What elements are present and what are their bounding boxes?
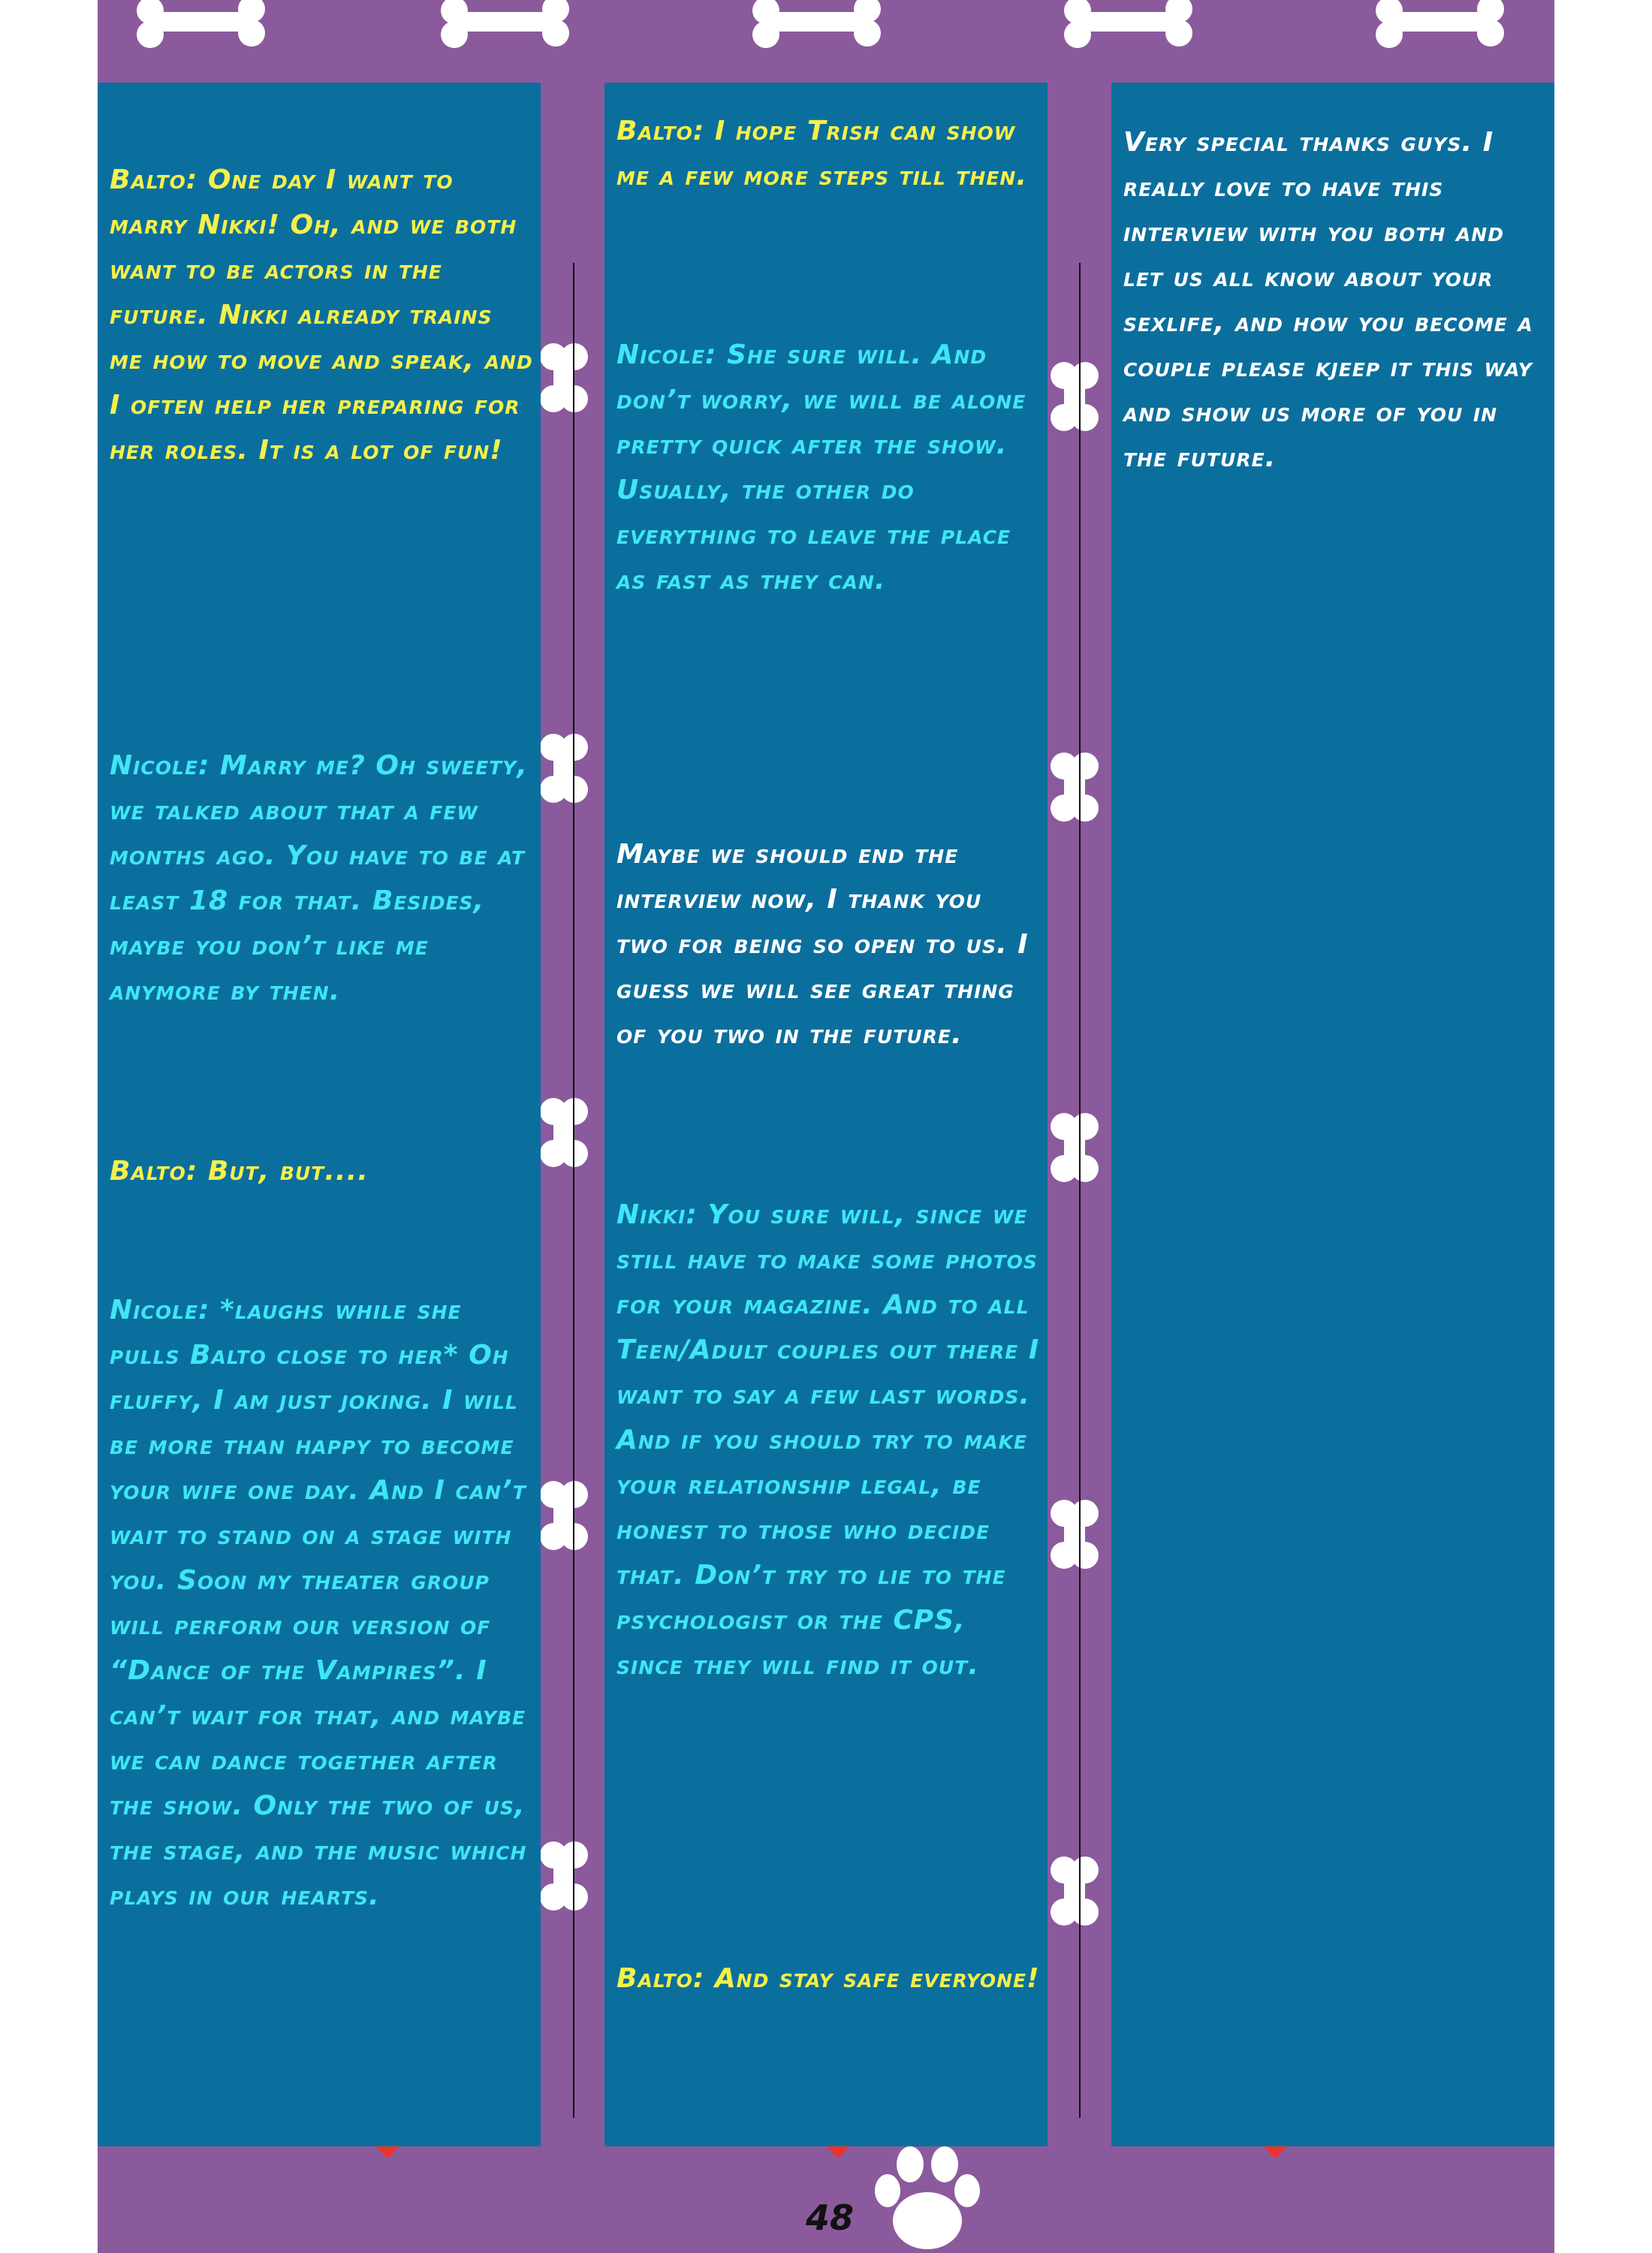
bone-icon (1048, 1855, 1100, 1926)
dialogue-balto: Balto: And stay safe everyone! (616, 1963, 1040, 1994)
bone-icon (751, 0, 882, 48)
bone-icon (135, 0, 267, 48)
column-divider (1079, 263, 1081, 2118)
page-number: 48 (805, 2197, 854, 2238)
dialogue-balto: Balto: But, but.... (110, 1156, 369, 1187)
text-column-1 (98, 83, 541, 2146)
heart-icon (826, 2146, 850, 2158)
bone-icon (537, 1479, 589, 1551)
bone-icon (537, 1096, 589, 1168)
bone-icon (537, 1840, 589, 1911)
heart-icon (375, 2146, 399, 2158)
bone-icon (1048, 1498, 1100, 1570)
interviewer-text: Very special thanks guys. I really love to have this interview with you both and let us all know about your sexlife, and how you become a couple please kjeep it this way and show us more of you in the future. (1123, 127, 1533, 473)
column-divider (573, 263, 574, 2118)
bone-icon (1048, 1111, 1100, 1183)
bone-icon (1048, 751, 1100, 822)
dialogue-balto: Balto: One day I want to marry Nikki! Oh, and we both want to be actors in the future. Nikki already trains me how to move and speak, and I often help her preparing for her roles. It is a lot of fun! (110, 164, 533, 466)
bone-icon (537, 732, 589, 804)
text-column-3 (1111, 83, 1554, 2146)
dialogue-nicole: Nicole: Marry me? Oh sweety, we talked about that a few months ago. You have to be at least 18 for that. Besides, maybe you don’t like me anymore by then. (110, 750, 528, 1006)
dialogue-balto: Balto: I hope Trish can show me a few more steps till then. (616, 116, 1028, 192)
paw-print-icon (871, 2146, 984, 2251)
interviewer-text: Maybe we should end the interview now, I thank you two for being so open to us. I guess we will see great thing of you two in the future. (616, 839, 1029, 1050)
dialogue-nicole: Nicole: She sure will. And don’t worry, we will be alone pretty quick after the show. Usually, the other do everything to leave the place as fast as they can. (616, 339, 1026, 596)
text-column-2 (604, 83, 1048, 2146)
heart-icon (1263, 2146, 1287, 2158)
bone-icon (1063, 0, 1194, 48)
dialogue-nikki: Nikki: You sure will, since we still have to make some photos for your magazine. And to all Teen/Adult couples out there I want to say a few last words. And if you should try to make your relationship legal, be honest to those who decide that. Don’t try to lie to the psychologist or the CPS, since they will find it out. (616, 1199, 1040, 1681)
bone-icon (537, 342, 589, 413)
comic-page (98, 0, 1554, 2253)
bone-icon (439, 0, 571, 48)
bone-icon (1048, 360, 1100, 432)
bone-icon (1374, 0, 1506, 48)
dialogue-nicole: Nicole: *laughs while she pulls Balto close to her* Oh fluffy, I am just joking. I will be more than happy to become your wife one day. And I can’t wait to stand on a stage with you. Soon my theater group will perform our version of “Dance of the Vampires”. I can’t wait for that, and maybe we can dance together after the show. Only the two of us, the stage, and the music which plays in our hearts. (110, 1295, 527, 1911)
